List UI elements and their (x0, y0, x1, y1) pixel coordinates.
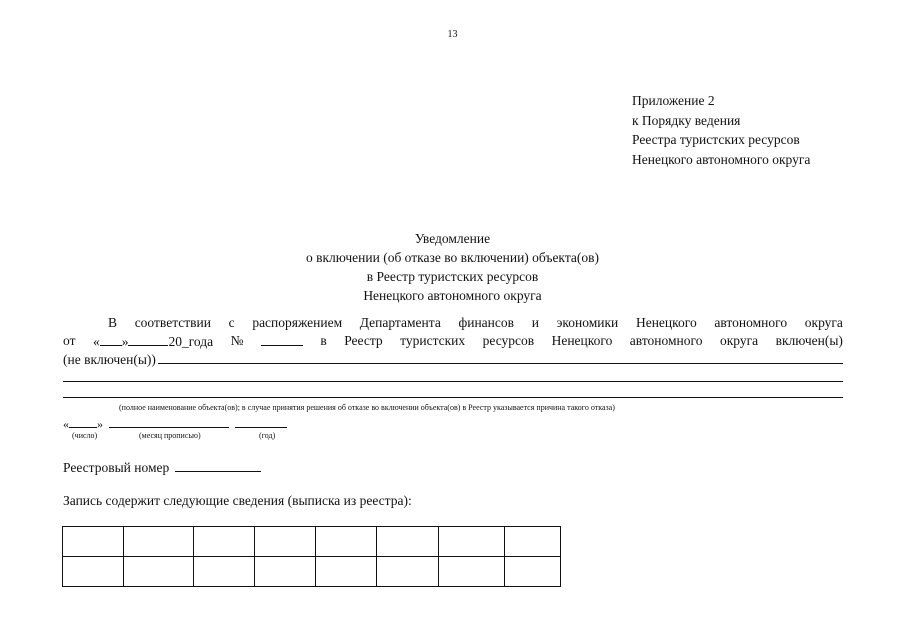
body-row-1-word: В (108, 315, 118, 330)
page-number: 13 (447, 29, 458, 40)
body-row-1-word: с (228, 315, 235, 330)
body-row-1-word: экономики (556, 315, 619, 330)
title-line-4: Ненецкого автономного округа (363, 288, 542, 303)
date-day-label: (число) (72, 431, 98, 440)
extract-table-cell[interactable] (505, 527, 561, 557)
date-day-blank[interactable] (69, 415, 97, 428)
appendix-line-4: Ненецкого автономного округа (632, 151, 811, 167)
extract-table-cell[interactable] (505, 557, 561, 587)
extract-table-cell[interactable] (124, 557, 194, 587)
date-quote-open: « (63, 417, 69, 431)
body-row-1-word: автономного (714, 315, 788, 330)
extract-label: Запись содержит следующие сведения (выписка из реестра): (63, 493, 412, 508)
appendix-line-3: Реестра туристских ресурсов (632, 132, 800, 147)
object-name-caption: (полное наименование объекта(ов); в случае принятия решения об отказе во включении объекта(ов) в Реестр указывается причина такого отказа) (119, 403, 615, 412)
object-name-blank[interactable] (158, 351, 843, 364)
title-line-1: Уведомление (414, 231, 491, 246)
quote-open: « (92, 334, 100, 349)
extract-table-row (63, 527, 561, 557)
notice-title (0, 229, 905, 305)
body-row-1-word: и (531, 315, 539, 330)
extract-table-cell[interactable] (63, 557, 124, 587)
body-row-1-word: Ненецкого (635, 315, 697, 330)
body-row-1-word: Департамента (359, 315, 441, 330)
body-row-2-word: округа (719, 333, 759, 348)
extract-table-cell[interactable] (439, 527, 505, 557)
appendix-header (632, 91, 810, 169)
body-row-2-word: туристских (400, 333, 466, 348)
quote-close: » (121, 334, 129, 349)
body-row-3 (63, 351, 843, 368)
extract-table-cell[interactable] (316, 527, 377, 557)
appendix-line-2: к Порядку ведения (632, 112, 741, 128)
extract-table (62, 526, 561, 587)
extract-table-cell[interactable] (124, 527, 194, 557)
from-word: от (63, 333, 76, 348)
body-row-1-word: распоряжением (252, 315, 343, 330)
object-name-line-3[interactable] (63, 397, 843, 398)
body-row-1-words (63, 315, 843, 331)
body-row-2-word: в (320, 333, 327, 348)
title-line-3: в Реестр туристских ресурсов (366, 269, 539, 284)
not-included-text: (не включен(ы)) (63, 352, 156, 367)
month-blank[interactable] (128, 333, 168, 346)
body-row-2-word: ресурсов (482, 333, 535, 348)
body-row-1-word: округа (804, 315, 843, 330)
extract-table-cell[interactable] (63, 527, 124, 557)
body-row-1 (63, 315, 843, 331)
extract-table-cell[interactable] (255, 557, 316, 587)
extract-table-row (63, 557, 561, 587)
body-row-1-word: финансов (458, 315, 515, 330)
registry-number-label: Реестровый номер (63, 460, 170, 475)
day-blank[interactable] (100, 333, 122, 346)
extract-table-cell[interactable] (255, 527, 316, 557)
body-row-2-word: Реестр (344, 333, 383, 348)
decision-date (93, 333, 213, 350)
date-quote-close: » (97, 417, 103, 431)
body-row-1-word: соответствии (134, 315, 211, 330)
appendix-line-1: Приложение 2 (632, 93, 715, 108)
extract-table-cell[interactable] (439, 557, 505, 587)
extract-table-cell[interactable] (377, 527, 439, 557)
extract-table-cell[interactable] (377, 557, 439, 587)
body-row-2 (63, 333, 843, 350)
date-month-label: (месяц прописью) (139, 431, 201, 440)
object-name-line-2[interactable] (63, 381, 843, 382)
extract-table-cell[interactable] (316, 557, 377, 587)
number-sign: № (230, 333, 244, 348)
extract-table-cell[interactable] (194, 557, 255, 587)
registry-number (63, 459, 261, 476)
order-number-blank[interactable] (261, 333, 303, 346)
title-line-2: о включении (об отказе во включении) объекта(ов) (306, 250, 599, 265)
date-month-blank[interactable] (109, 415, 229, 428)
year-text: 20_года (168, 334, 214, 349)
date-year-label: (год) (259, 431, 276, 440)
body-row-2-word: включен(ы) (775, 333, 843, 348)
registry-number-blank[interactable] (175, 459, 261, 472)
body-row-2-word: автономного (629, 333, 703, 348)
notice-date (63, 415, 287, 432)
date-year-blank[interactable] (235, 415, 287, 428)
body-row-2-word: Ненецкого (551, 333, 613, 348)
extract-table-cell[interactable] (194, 527, 255, 557)
